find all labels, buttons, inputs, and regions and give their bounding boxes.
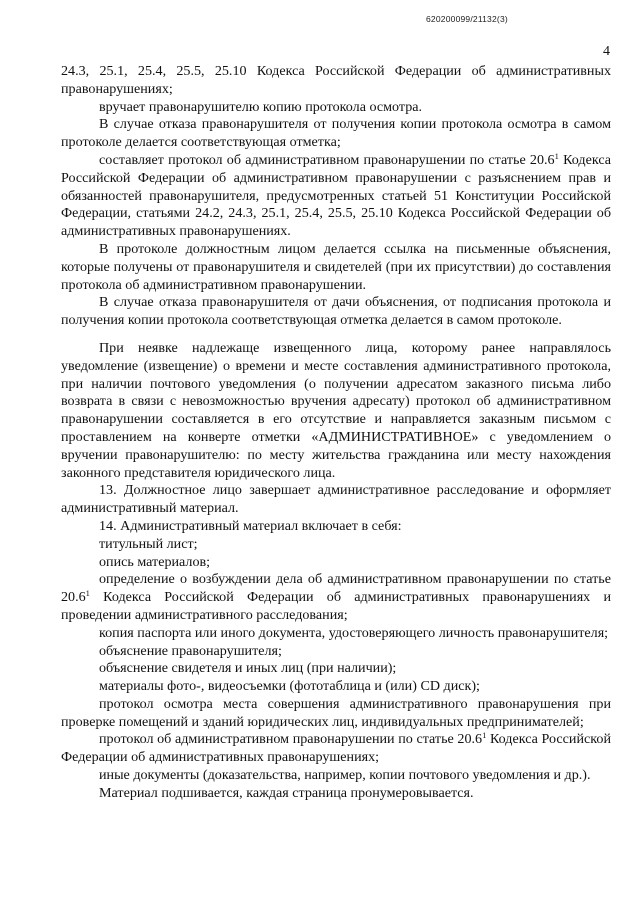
paragraph: При неявке надлежаще извещенного лица, которому ранее направлялось уведомление (извещение) о времени и месте составления административного протокола, при наличии почтового уведомления (о получении адресатом заказного письма либо возврата в связи с невозможностью вручения адресату) протокол об административном правонарушении составляется в его отсутствие и направляется заказным письмом с проставлением на конверте отметки «АДМИНИСТРАТИВНОЕ» с уведомлением о вручении правонарушителю: по месту жительства гражданина или месту нахождения законного представителя юридического лица. xyxy=(61,339,611,481)
paragraph: составляет протокол об административном правонарушении по статье 20.6$^1$ Кодекса Российской Федерации об административном правонарушении с разъяснением прав и обязанностей правонарушителя, предусмотренных статьей 51 Конституции Российской Федерации, статьями 24.2, 24.3, 25.1, 25.4, 25.5, 25.10 Кодекса Российской Федерации об административных правонарушениях. xyxy=(61,150,612,240)
list-item: определение о возбуждении дела об административном правонарушении по статье 20.6$^1$ Кодекса Российской Федерации об административных правонарушениях и проведении административного расследования; xyxy=(61,571,611,623)
superscript: 1 xyxy=(85,588,90,599)
document-id: 620200099/21132(3) xyxy=(426,14,508,24)
paragraph: 14. Административный материал включает в себя: xyxy=(99,517,402,534)
list-item: иные документы (доказательства, например, копии почтового уведомления и др.). xyxy=(99,767,591,784)
paragraph: 13. Должностное лицо завершает административное расследование и оформляет административный материал. xyxy=(61,482,611,517)
page-number: 4 xyxy=(603,44,610,59)
paragraph: Материал подшивается, каждая страница пронумеровывается. xyxy=(99,784,474,801)
document-body xyxy=(61,63,611,803)
list-item: опись материалов; xyxy=(99,553,211,570)
list-item: копия паспорта или иного документа, удостоверяющего личность правонарушителя; xyxy=(99,624,609,641)
list-item: протокол об административном правонарушении по статье 20.6$^1$ Кодекса Российской Федерации об административных правонарушениях; xyxy=(61,730,611,766)
list-item: объяснение правонарушителя; xyxy=(99,642,282,659)
list-item: объяснение свидетеля и иных лиц (при наличии); xyxy=(99,660,397,677)
paragraph: В случае отказа правонарушителя от дачи объяснения, от подписания протокола и получения копии протокола соответствующая отметка делается в самом протоколе. xyxy=(61,294,611,329)
list-item: титульный лист; xyxy=(99,535,198,552)
paragraph: вручает правонарушителю копию протокола осмотра. xyxy=(99,98,423,115)
list-item: материалы фото-, видеосъемки (фототаблица и (или) CD диск); xyxy=(99,678,480,695)
list-item: протокол осмотра места совершения административного правонарушения при проверке помещений и зданий юридических лиц, индивидуальных предпринимателей; xyxy=(61,695,611,730)
paragraph: В случае отказа правонарушителя от получения копии протокола осмотра в самом протоколе делается соответствующая отметка; xyxy=(61,116,611,151)
superscript: 1 xyxy=(554,150,559,161)
paragraph: 24.3, 25.1, 25.4, 25.5, 25.10 Кодекса Российской Федерации об административных правонарушениях; xyxy=(61,63,611,97)
superscript: 1 xyxy=(482,730,487,741)
paragraph: В протоколе должностным лицом делается ссылка на письменные объяснения, которые получены от правонарушителя и свидетелей (при их присутствии) до составления протокола об административном правонарушении. xyxy=(61,240,611,293)
